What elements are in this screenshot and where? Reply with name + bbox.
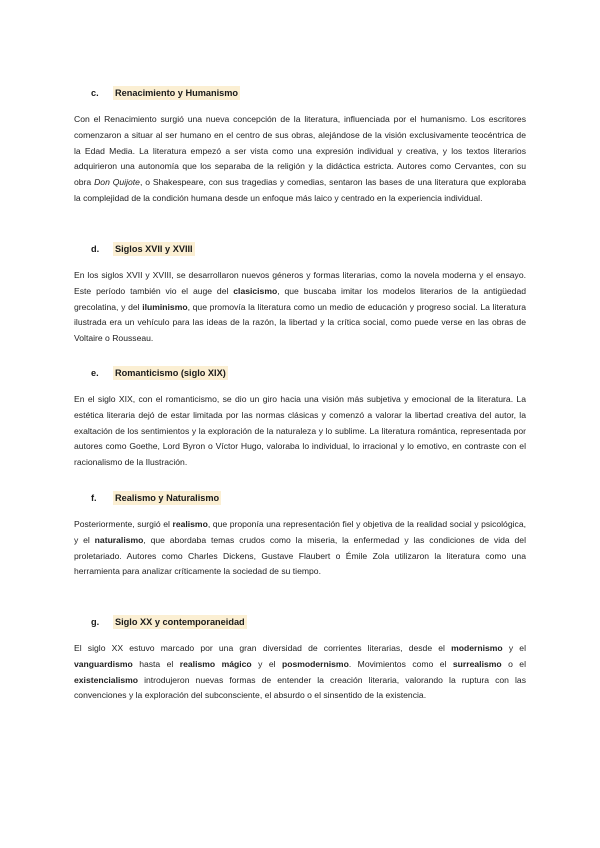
section-title: Siglo XX y contemporaneidad <box>115 617 245 627</box>
text-run: hasta el <box>132 658 180 669</box>
bold-term: naturalismo <box>94 534 144 545</box>
text-run: En el siglo XIX, con el romanticismo, se dio un giro hacia una visión más subjetiva y emocional de la literatura. La estética literaria dejó de estar limitada por las normas clásicas y comenzó a valorar la libertad creativa del autor, la exaltación de los sentimientos y la exploración de la naturaleza y lo sublime. La literatura romántica, representada por autores como Goethe, Lord Byron o Víctor Hugo, valoraba lo individual, lo irracional y lo emotivo, en contraste con el racionalismo de la Ilustración. <box>74 394 526 468</box>
bold-term: clasicismo <box>233 285 278 296</box>
section-renacimiento <box>74 86 526 215</box>
text-run: Posteriormente, surgió el <box>74 519 173 529</box>
bold-term: iluminismo <box>142 301 188 312</box>
section-heading <box>91 242 526 256</box>
section-paragraph <box>74 268 526 347</box>
text-run: y el <box>251 658 282 669</box>
section-heading <box>91 366 526 380</box>
section-siglo-xx <box>74 615 526 713</box>
italic-title: Don Quijote <box>94 177 140 188</box>
bold-term: modernismo <box>451 643 503 653</box>
section-title: Siglos XVII y XVIII <box>115 244 193 254</box>
section-title: Renacimiento y Humanismo <box>115 88 239 98</box>
section-paragraph <box>74 392 526 471</box>
text-run: , o Shakespeare, con sus tragedias y comedias, sentaron las bases de una literatura que exploraba la complejidad de la condición humana desde un enfoque más laico y centrado en la experiencia individual. <box>74 177 526 203</box>
text-run: , que buscaba imitar los modelos literarios de la antigüedad grecolatina, y del <box>74 285 527 312</box>
text-run: . Movimientos como el <box>348 658 453 669</box>
text-run: , que promovía la literatura como un medio de educación y progreso social. La literatura ilustrada era un vehículo para las ideas de la razón, la libertad y la crítica social, como puede verse en las obras de Voltaire o Rousseau. <box>74 301 526 344</box>
section-realismo <box>74 491 526 589</box>
section-title: Realismo y Naturalismo <box>115 493 220 503</box>
section-letter: e. <box>91 368 99 378</box>
section-letter: f. <box>91 493 97 503</box>
section-title: Romanticismo (siglo XIX) <box>115 368 226 378</box>
section-paragraph <box>74 112 526 207</box>
text-run: , que proponía una representación fiel y objetiva de la realidad social y psicológica, y el <box>74 519 526 545</box>
bold-term: vanguardismo <box>74 658 133 669</box>
text-run: y el <box>502 643 526 653</box>
text-run: o el <box>501 658 526 669</box>
section-heading <box>91 615 526 629</box>
section-letter: c. <box>91 88 99 98</box>
section-heading <box>91 491 526 505</box>
section-romanticismo <box>74 366 526 480</box>
bold-term: realismo mágico <box>179 658 252 669</box>
bold-term: surrealismo <box>452 658 502 669</box>
section-letter: g. <box>91 617 100 627</box>
text-run: , que abordaba temas crudos como la miseria, la enfermedad y las condiciones de vida del proletariado. Autores como Charles Dickens, Gustave Flaubert o Émile Zola utilizaron la literatura como una herramienta para analizar críticamente la sociedad de su tiempo. <box>74 534 526 577</box>
bold-term: existencialismo <box>74 674 139 685</box>
bold-term: realismo <box>172 519 208 529</box>
text-run: En los siglos XVII y XVIII, se desarrollaron nuevos géneros y formas literarias, como la novela moderna y el ensayo. Este período también vio el auge del <box>74 270 526 296</box>
section-letter: d. <box>91 244 100 254</box>
text-run: Con el Renacimiento surgió una nueva concepción de la literatura, influenciada por el humanismo. Los escritores comenzaron a situar al ser humano en el centro de sus obras, alejándose de la visión exclusivamente teocéntrica de la Edad Media. La literatura empezó a ser vista como una expresión individual y creativa, y los textos literarios adquirieron una autonomía que los separaba de la religión y la didáctica estricta. Autores como Cervantes, con su obra <box>74 114 526 188</box>
text-run: introdujeron nuevas formas de entender la creación literaria, valorando la ruptura con las convenciones y la exploración del subconsciente, el absurdo o el sinsentido de la existencia. <box>74 674 526 701</box>
text-run: El siglo XX estuvo marcado por una gran diversidad de corrientes literarias, desde el <box>74 643 452 653</box>
section-heading <box>91 86 526 100</box>
bold-term: posmodernismo <box>281 658 349 669</box>
section-siglos-xvii-xviii <box>74 242 526 356</box>
section-paragraph <box>74 517 526 580</box>
section-paragraph <box>74 641 526 704</box>
